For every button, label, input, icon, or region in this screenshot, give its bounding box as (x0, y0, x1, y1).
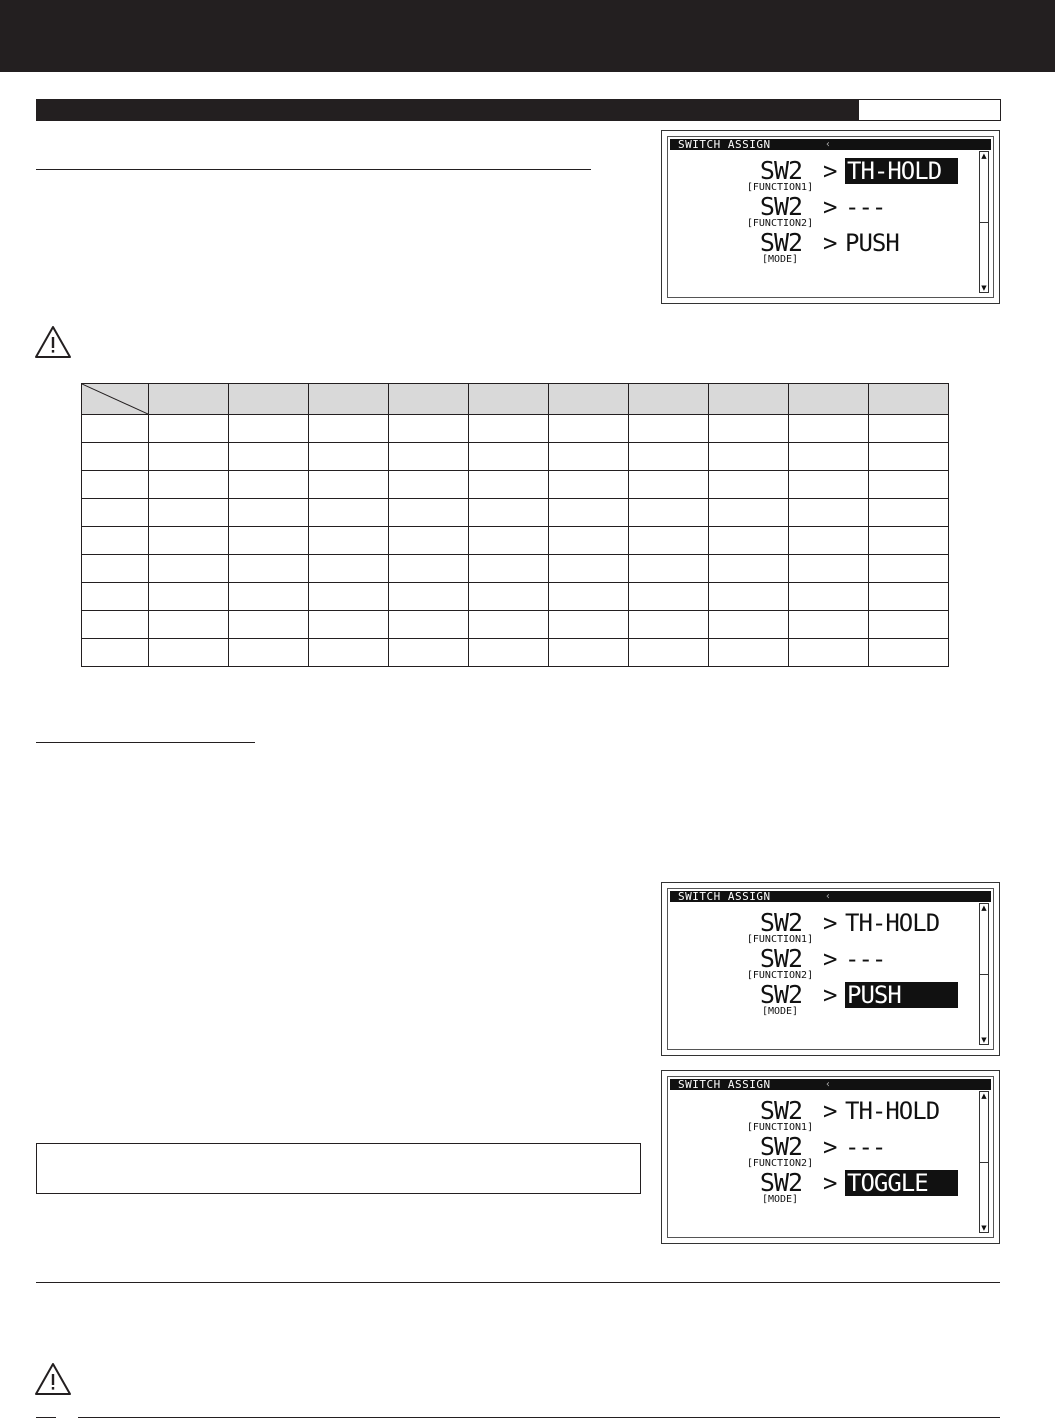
table-header-cell (789, 384, 869, 415)
lcd-header (670, 1079, 991, 1090)
table-header-cell (549, 384, 629, 415)
diagonal-line (82, 384, 148, 414)
table-header-cell (469, 384, 549, 415)
switch-label: SW2 (759, 192, 803, 221)
table-header-cell (229, 384, 309, 415)
scroll-down-icon[interactable]: ▼ (981, 1224, 987, 1232)
subsection-rule-1 (36, 169, 591, 170)
lcd-header (670, 891, 991, 902)
scroll-up-icon[interactable]: ▲ (981, 152, 987, 160)
row-sublabel: [FUNCTION1] (746, 182, 814, 193)
setting-row-function1[interactable] (668, 1098, 968, 1134)
warning-triangle-icon (34, 1362, 72, 1396)
function2-value[interactable]: --- (845, 1133, 886, 1161)
scroll-up-icon[interactable]: ▲ (981, 904, 987, 912)
switch-label: SW2 (759, 1132, 803, 1161)
table-header-cell (149, 384, 229, 415)
lcd-header (670, 139, 991, 150)
table-corner-cell (82, 384, 149, 415)
table-header-cell (709, 384, 789, 415)
table-row (82, 443, 949, 471)
scroll-thumb[interactable] (980, 1162, 988, 1163)
scrollbar[interactable] (979, 151, 989, 293)
scroll-thumb[interactable] (980, 974, 988, 975)
function2-value[interactable]: --- (845, 945, 886, 973)
row-sublabel: [FUNCTION2] (746, 218, 814, 229)
switch-label: SW2 (759, 944, 803, 973)
table-header-cell (309, 384, 389, 415)
table-header-row (82, 384, 949, 415)
setting-row-function1[interactable] (668, 910, 968, 946)
table-header-cell (869, 384, 949, 415)
setting-row-function2[interactable] (668, 194, 968, 230)
switch-label: SW2 (759, 156, 803, 185)
table-row (82, 611, 949, 639)
scroll-up-icon[interactable]: ▲ (981, 1092, 987, 1100)
switch-label: SW2 (759, 228, 803, 257)
warning-triangle-icon (34, 325, 72, 359)
chevron-right-icon: > (823, 981, 838, 1009)
function2-value[interactable]: --- (845, 193, 886, 221)
function1-value[interactable]: TH-HOLD (845, 1097, 940, 1125)
function1-value[interactable]: TH-HOLD (845, 158, 958, 184)
setting-row-mode[interactable] (668, 982, 968, 1018)
scroll-down-icon[interactable]: ▼ (981, 284, 987, 292)
screen-title: SWITCH ASSIGN (678, 890, 771, 903)
section-divider (36, 1282, 1000, 1283)
chevron-right-icon: > (823, 229, 838, 257)
lcd-screen-2 (661, 882, 1000, 1056)
setting-row-function1[interactable] (668, 158, 968, 194)
chevron-right-icon: > (823, 157, 838, 185)
setting-row-mode[interactable] (668, 230, 968, 266)
switch-label: SW2 (759, 908, 803, 937)
note-box (36, 1143, 641, 1194)
setting-row-function2[interactable] (668, 946, 968, 982)
table-header-cell (389, 384, 469, 415)
table-row (82, 639, 949, 667)
row-sublabel: [MODE] (761, 1006, 799, 1017)
chevron-right-icon: > (823, 1097, 838, 1125)
chevron-right-icon: > (823, 945, 838, 973)
setting-row-mode[interactable] (668, 1170, 968, 1206)
mode-value[interactable]: PUSH (845, 982, 958, 1008)
data-table (81, 383, 949, 667)
table-row (82, 583, 949, 611)
table-row (82, 527, 949, 555)
scrollbar[interactable] (979, 1091, 989, 1233)
scrollbar[interactable] (979, 903, 989, 1045)
row-sublabel: [MODE] (761, 254, 799, 265)
section-title-bar (36, 99, 858, 121)
lcd-screen-3 (661, 1070, 1000, 1244)
chevron-right-icon: > (823, 193, 838, 221)
chevron-right-icon: > (823, 1133, 838, 1161)
row-sublabel: [MODE] (761, 1194, 799, 1205)
footer-rule-right (78, 1417, 1000, 1418)
scroll-thumb[interactable] (980, 222, 988, 223)
chevron-right-icon: > (823, 1169, 838, 1197)
table-row (82, 499, 949, 527)
lcd-tick-icon: ‹ (825, 891, 832, 902)
table-row (82, 555, 949, 583)
lcd-tick-icon: ‹ (825, 1079, 832, 1090)
row-sublabel: [FUNCTION2] (746, 970, 814, 981)
screen-title: SWITCH ASSIGN (678, 138, 771, 151)
section-title-box (858, 99, 1001, 121)
subsection-rule-2 (36, 742, 255, 743)
table-row (82, 415, 949, 443)
scroll-down-icon[interactable]: ▼ (981, 1036, 987, 1044)
switch-label: SW2 (759, 980, 803, 1009)
row-sublabel: [FUNCTION1] (746, 1122, 814, 1133)
lcd-screen-1 (661, 130, 1000, 304)
row-sublabel: [FUNCTION2] (746, 1158, 814, 1169)
page-header-bar (0, 0, 1055, 72)
table-row (82, 471, 949, 499)
switch-label: SW2 (759, 1096, 803, 1125)
row-sublabel: [FUNCTION1] (746, 934, 814, 945)
mode-value[interactable]: TOGGLE (845, 1170, 958, 1196)
screen-title: SWITCH ASSIGN (678, 1078, 771, 1091)
switch-label: SW2 (759, 1168, 803, 1197)
setting-row-function2[interactable] (668, 1134, 968, 1170)
function1-value[interactable]: TH-HOLD (845, 909, 940, 937)
footer-rule-left (36, 1417, 56, 1418)
table-header-cell (629, 384, 709, 415)
lcd-tick-icon: ‹ (825, 139, 832, 150)
chevron-right-icon: > (823, 909, 838, 937)
mode-value[interactable]: PUSH (845, 229, 899, 257)
